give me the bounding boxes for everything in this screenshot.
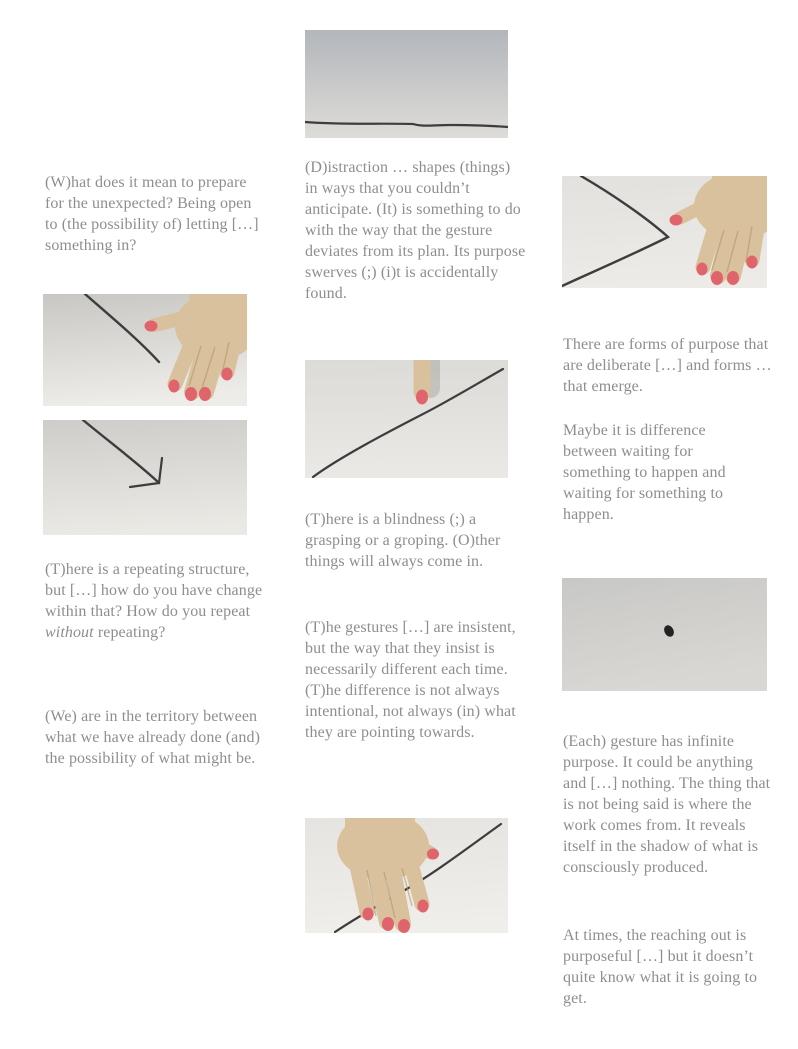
red-nail bbox=[185, 387, 197, 401]
quote-repeating-structure-end: repeating? bbox=[93, 624, 166, 641]
quote-repeating-structure-text: (T)here is a repeating structure, but […] how do you have change within that? How do you repeat bbox=[45, 561, 263, 620]
photo-hand-beside-chevron-line bbox=[562, 176, 767, 288]
photo-hand-beside-diagonal-line bbox=[43, 294, 247, 406]
red-nail bbox=[382, 917, 394, 931]
red-nail bbox=[363, 908, 374, 921]
quote-prepare-for-unexpected: (W)hat does it mean to prepare for the unexpected? Being open to (the possibility of) letting […] something in? bbox=[45, 174, 259, 254]
red-nail bbox=[727, 271, 739, 285]
red-nail bbox=[199, 387, 211, 401]
quote-waiting-to-happen: Maybe it is difference between waiting for something to happen and waiting for something to happen. bbox=[563, 422, 726, 523]
paper-background bbox=[43, 420, 247, 535]
red-nail bbox=[670, 215, 683, 226]
photo-drawn-arrow bbox=[43, 420, 247, 535]
red-nail bbox=[398, 919, 410, 933]
finger-graphic bbox=[416, 360, 430, 405]
quote-gestures-insistent: (T)he gestures […] are insistent, but the way that they insist is necessarily different each time. (T)he difference is not always intentional, not always (in) what they are pointing towards. bbox=[305, 619, 516, 741]
red-nail bbox=[169, 380, 180, 393]
red-nail bbox=[747, 256, 758, 269]
red-nail bbox=[427, 849, 439, 860]
paper-background bbox=[305, 360, 508, 478]
quote-repeating-structure-italic: without bbox=[45, 624, 94, 641]
photo-horizontal-line bbox=[305, 30, 508, 138]
quote-distraction-shapes: (D)istraction … shapes (things) in ways that you couldn’t anticipate. (It) is something to do with the way that the gesture deviates from its plan. Its purpose swerves (;) (i)t is accidentally found. bbox=[305, 159, 526, 302]
red-nail bbox=[416, 390, 428, 405]
red-nail bbox=[418, 900, 429, 913]
red-nail bbox=[711, 271, 723, 285]
paper-background bbox=[305, 30, 508, 138]
quote-reaching-out: At times, the reaching out is purposeful […] but it doesn’t quite know what it is going to get. bbox=[563, 927, 758, 1007]
photo-single-dot bbox=[562, 578, 767, 691]
red-nail bbox=[222, 368, 233, 381]
red-nail bbox=[145, 321, 158, 332]
quote-forms-of-purpose: There are forms of purpose that are deliberate […] and forms … that emerge. bbox=[563, 336, 772, 395]
paper-background bbox=[562, 578, 767, 691]
quote-blindness-grasping: (T)here is a blindness (;) a grasping or a groping. (O)ther things will always come in. bbox=[305, 511, 501, 570]
quote-territory-between: (We) are in the territory between what we have already done (and) the possibility of what might be. bbox=[45, 708, 260, 767]
photo-finger-pointing-line bbox=[305, 360, 508, 478]
photo-hand-over-diagonal-line bbox=[305, 818, 508, 933]
quote-infinite-purpose: (Each) gesture has infinite purpose. It could be anything and […] nothing. The thing that is not being said is where the work comes from. It reveals itself in the shadow of what is consciously produced. bbox=[563, 733, 771, 876]
red-nail bbox=[697, 263, 708, 276]
quote-repeating-structure bbox=[45, 559, 263, 643]
